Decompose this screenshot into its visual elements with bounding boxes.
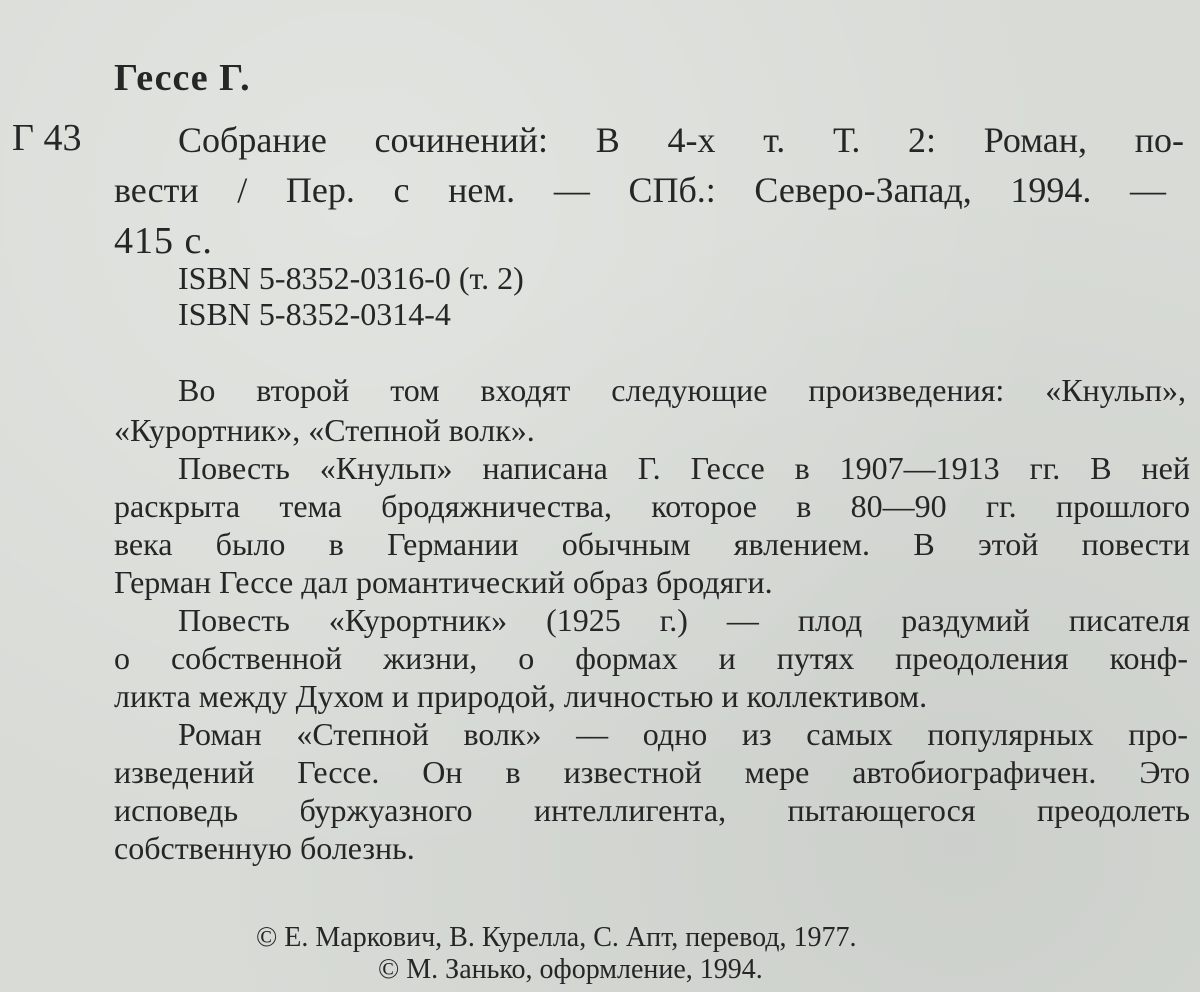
copyright-translation: © Е. Маркович, В. Курелла, С. Апт, перевод, 1977.: [256, 922, 857, 953]
copyright-design: © М. Занько, оформление, 1994.: [378, 954, 763, 985]
library-index: Г 43: [12, 117, 82, 159]
bibliography-line-1: Собрание сочинений: В 4-х т. Т. 2: Роман, по-: [178, 120, 1184, 160]
annotation-line-11: изведений Гессе. Он в известной мере автобиографичен. Это: [114, 754, 1190, 790]
annotation-line-10: Роман «Степной волк» — одно из самых популярных про-: [178, 716, 1188, 752]
annotation-line-3: Повесть «Кнульп» написана Г. Гессе в 1907—1913 гг. В ней: [178, 450, 1190, 486]
author-heading: Гессе Г.: [114, 57, 251, 99]
bibliography-line-2: вести / Пер. с нем. — СПб.: Северо-Запад, 1994. —: [114, 170, 1166, 210]
annotation-line-9: ликта между Духом и природой, личностью и коллективом.: [114, 678, 928, 714]
annotation-line-7: Повесть «Курортник» (1925 г.) — плод раздумий писателя: [178, 602, 1190, 638]
annotation-line-13: собственную болезнь.: [114, 830, 415, 866]
annotation-line-2: «Курортник», «Степной волк».: [114, 412, 535, 448]
annotation-line-8: о собственной жизни, о формах и путях преодоления конф-: [114, 640, 1188, 676]
annotation-line-6: Герман Гессе дал романтический образ бродяги.: [114, 564, 773, 600]
annotation-line-12: исповедь буржуазного интеллигента, пытающегося преодолеть: [114, 792, 1190, 828]
bibliography-line-3: 415 с.: [114, 220, 213, 262]
isbn-line-1: ISBN 5-8352-0316-0 (т. 2): [178, 260, 524, 296]
annotation-line-5: века было в Германии обычным явлением. В этой повести: [114, 526, 1190, 562]
annotation-line-4: раскрыта тема бродяжничества, которое в 80—90 гг. прошлого: [114, 488, 1190, 524]
annotation-line-1: Во второй том входят следующие произведения: «Кнульп»,: [178, 372, 1186, 408]
isbn-line-2: ISBN 5-8352-0314-4: [178, 296, 451, 332]
